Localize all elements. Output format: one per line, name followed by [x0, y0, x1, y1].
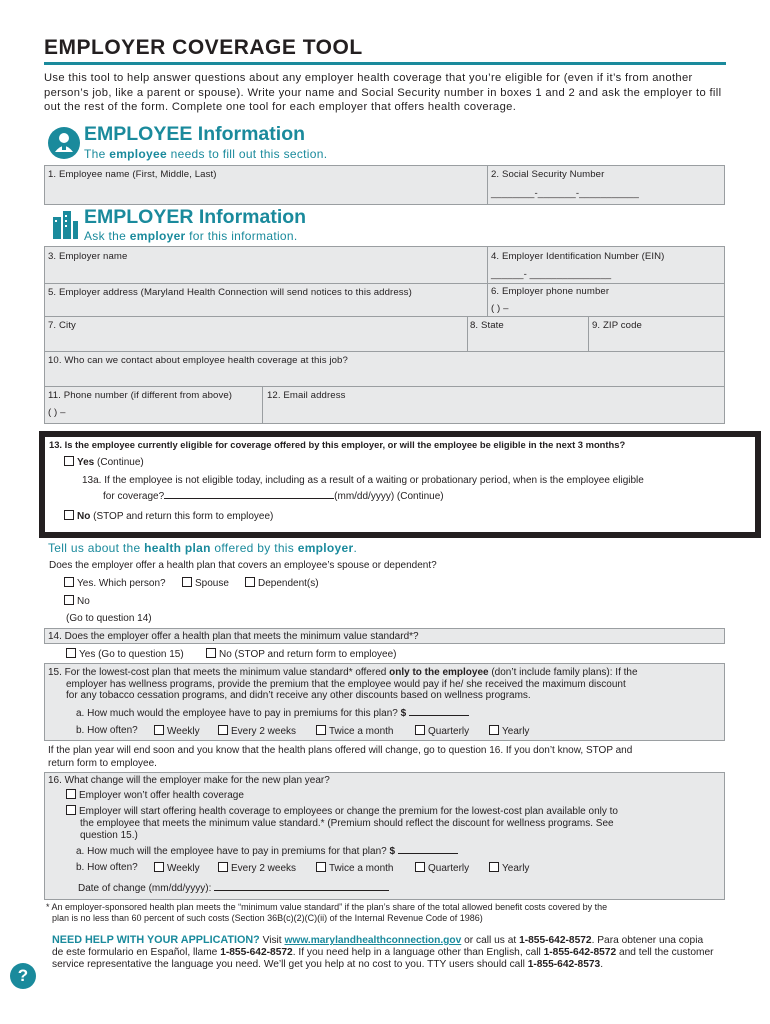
website-link[interactable]: www.marylandhealthconnection.gov — [284, 935, 462, 946]
q13-no-option[interactable]: No (STOP and return this form to employee) — [64, 510, 273, 522]
q16-quarterly-checkbox[interactable] — [415, 862, 425, 872]
q15-weekly-checkbox[interactable] — [154, 725, 164, 735]
q15b-text: b. How often? — [76, 725, 138, 736]
question-13-text: 13. Is the employee currently eligible for coverage offered by this employer, or will the employee be eligible in the next 3 months? — [49, 439, 626, 450]
employer-section-subtitle: Ask the employer for this information. — [84, 229, 298, 243]
q15-yearly-checkbox[interactable] — [489, 725, 499, 735]
q16-opt1-option[interactable]: Employer won’t offer health coverage — [66, 789, 244, 801]
building-icon — [48, 209, 80, 241]
ein-mask: ______- _______________ — [491, 269, 612, 280]
employer-name-label: 3. Employer name — [48, 251, 128, 262]
footnote-line2: plan is no less than 60 percent of such costs (Section 36B(c)(2)(C)(ii) of the Internal Revenue Code of 1986) — [52, 913, 483, 923]
q13-no-checkbox[interactable] — [64, 510, 74, 520]
q16-opt2-line2: the employee that meets the minimum value standard.* (Premium should reflect the discount for wellness programs. See — [80, 818, 614, 829]
footnote-line1: * An employer-sponsored health plan meets the “minimum value standard” if the plan’s share of the total allowed benefit costs covered by the — [46, 902, 608, 912]
employer-phone-label: 6. Employer phone number — [491, 286, 610, 297]
q15-line3: for any tobacco cessation programs, and didn’t receive any other discounts based on wellness programs. — [66, 690, 531, 701]
employer-section-title: EMPLOYER Information — [84, 206, 307, 228]
employee-section-title: EMPLOYEE Information — [84, 123, 306, 145]
q14-yes-option[interactable]: Yes (Go to question 15) — [66, 648, 184, 660]
question-16-text: 16. What change will the employer make for the new plan year? — [48, 775, 330, 786]
q16-opt1-checkbox[interactable] — [66, 789, 76, 799]
city-field[interactable] — [44, 316, 468, 352]
q13-yes-checkbox[interactable] — [64, 456, 74, 466]
page-title: EMPLOYER COVERAGE TOOL — [44, 36, 363, 59]
dependent-checkbox[interactable] — [245, 577, 255, 587]
employer-phone-mask: ( ) – — [491, 303, 509, 314]
q14-no-option[interactable]: No (STOP and return form to employee) — [206, 648, 397, 660]
q16-yearly-option[interactable]: Yearly — [489, 862, 529, 874]
spouse-yes-checkbox[interactable] — [64, 577, 74, 587]
q16-every2-checkbox[interactable] — [218, 862, 228, 872]
date-change-text: Date of change (mm/dd/yyyy): — [78, 882, 389, 894]
q15-twice-checkbox[interactable] — [316, 725, 326, 735]
ssn-label: 2. Social Security Number — [491, 169, 605, 180]
q14-yes-checkbox[interactable] — [66, 648, 76, 658]
q15-quarterly-checkbox[interactable] — [415, 725, 425, 735]
ssn-mask: ________-_______-___________ — [491, 188, 639, 199]
city-label: 7. City — [48, 320, 76, 331]
contact-phone-label: 11. Phone number (if different from above) — [48, 390, 233, 401]
spouse-option[interactable]: Spouse — [182, 577, 229, 589]
q15-twice-option[interactable]: Twice a month — [316, 725, 393, 737]
q16-weekly-option[interactable]: Weekly — [154, 862, 200, 874]
goto-14-text: (Go to question 14) — [66, 613, 152, 624]
help-footer: NEED HELP WITH YOUR APPLICATION? Visit www.marylandhealthconnection.gov or call us at 1-855-642-8572. Para obtener una copia de este formulario en Español, llame 1-855-642-8572. If you need help in a language other than English, call 1-855-642-8572 and tell the customer service representative the language you need. We’ll get you help at no cost to you. TTY users should call 1-855-642-8573. — [52, 934, 714, 970]
q16b-text: b. How often? — [76, 862, 138, 873]
spouse-question: Does the employer offer a health plan that covers an employee’s spouse or dependent? — [49, 560, 437, 571]
q15-line1: 15. For the lowest-cost plan that meets the minimum value standard* offered only to the employee (don’t include family plans): If the — [48, 667, 638, 678]
email-label: 12. Email address — [267, 390, 346, 401]
ein-label: 4. Employer Identification Number (EIN) — [491, 251, 665, 262]
title-rule — [44, 62, 726, 65]
q13-yes-option[interactable]: Yes (Continue) — [64, 456, 144, 468]
health-plan-heading: Tell us about the health plan offered by this employer. — [48, 541, 358, 555]
q16a-amount-blank[interactable] — [398, 845, 458, 854]
zip-label: 9. ZIP code — [592, 320, 642, 331]
contact-phone-mask: ( ) – — [48, 407, 66, 418]
q13a-line1: 13a. If the employee is not eligible today, including as a result of a waiting or probationary period, when is the employee eligible — [82, 475, 644, 486]
q16-twice-option[interactable]: Twice a month — [316, 862, 393, 874]
plan-end-line2: return form to employee. — [48, 758, 157, 769]
q15a-text: a. How much would the employee have to pay in premiums for this plan? $ — [76, 707, 469, 719]
q15-every2-checkbox[interactable] — [218, 725, 228, 735]
spouse-no-checkbox[interactable] — [64, 595, 74, 605]
spouse-no-option[interactable]: No — [64, 595, 90, 607]
q16-opt2-line3: question 15.) — [80, 830, 138, 841]
q13a-date-blank[interactable] — [164, 490, 334, 499]
person-icon — [48, 127, 80, 159]
date-change-blank[interactable] — [214, 882, 389, 891]
intro-text: Use this tool to help answer questions about any employer health coverage that you’re eligible for (even if it’s from another person’s job, like a parent or spouse). Write your name and Social Security number in boxes 1 and 2 and ask the employer to fill out the rest of the form. Complete one tool for each employer that offers health coverage. — [44, 72, 722, 114]
q16-opt2-option[interactable]: Employer will start offering health coverage to employees or change the premium for the lowest-cost plan available only to — [66, 805, 618, 817]
q15-yearly-option[interactable]: Yearly — [489, 725, 529, 737]
spouse-checkbox[interactable] — [182, 577, 192, 587]
q16-quarterly-option[interactable]: Quarterly — [415, 862, 469, 874]
q16-weekly-checkbox[interactable] — [154, 862, 164, 872]
q16-twice-checkbox[interactable] — [316, 862, 326, 872]
question-icon: ? — [10, 963, 36, 989]
employer-address-label: 5. Employer address (Maryland Health Connection will send notices to this address) — [48, 287, 412, 298]
state-label: 8. State — [470, 320, 504, 331]
q16a-text: a. How much will the employee have to pay in premiums for that plan? $ — [76, 845, 458, 857]
spouse-yes-option[interactable]: Yes. Which person? — [64, 577, 166, 589]
question-14-text: 14. Does the employer offer a health plan that meets the minimum value standard*? — [48, 631, 419, 642]
q16-every2-option[interactable]: Every 2 weeks — [218, 862, 296, 874]
q15a-amount-blank[interactable] — [409, 707, 469, 716]
q16-yearly-checkbox[interactable] — [489, 862, 499, 872]
q15-quarterly-option[interactable]: Quarterly — [415, 725, 469, 737]
q16-opt2-checkbox[interactable] — [66, 805, 76, 815]
q13a-line2: for coverage? (mm/dd/yyyy) (Continue) — [103, 491, 444, 502]
employee-name-label: 1. Employee name (First, Middle, Last) — [48, 169, 217, 180]
contact-label: 10. Who can we contact about employee health coverage at this job? — [48, 355, 348, 366]
employee-section-subtitle: The employee needs to fill out this section. — [84, 147, 328, 161]
q15-line2: employer has wellness programs, provide the premium that the employee would pay if he/ she received the maximum discount — [66, 679, 626, 690]
q15-weekly-option[interactable]: Weekly — [154, 725, 200, 737]
plan-end-line1: If the plan year will end soon and you know that the health plans offered will change, go to question 16. If you don’t know, STOP and — [48, 745, 633, 756]
dependent-option[interactable]: Dependent(s) — [245, 577, 319, 589]
q14-no-checkbox[interactable] — [206, 648, 216, 658]
q15-every2-option[interactable]: Every 2 weeks — [218, 725, 296, 737]
